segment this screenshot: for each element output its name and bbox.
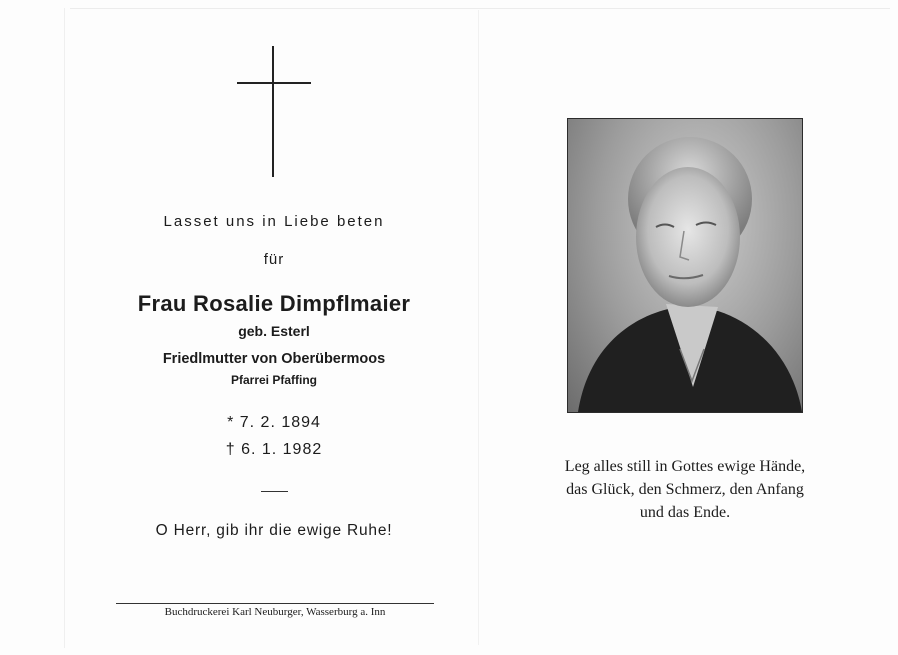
card-fold	[478, 10, 479, 645]
for-text: für	[263, 251, 285, 268]
portrait-photo	[567, 118, 803, 413]
divider-dash	[261, 491, 288, 492]
death-date: † 6. 1. 1982	[225, 441, 323, 458]
prayer-text: O Herr, gib ihr die ewige Ruhe!	[155, 522, 393, 539]
deceased-name: Frau Rosalie Dimpflmaier	[137, 291, 411, 316]
scan-edge	[70, 8, 890, 9]
parish-text: Pfarrei Pfaffing	[230, 373, 317, 387]
printer-rule	[116, 603, 434, 604]
scan-edge	[64, 8, 65, 648]
intro-text: Lasset uns in Liebe beten	[163, 213, 385, 230]
memorial-verse	[505, 455, 865, 524]
verse-line: und das Ende.	[639, 504, 731, 521]
printer-credit: Buchdruckerei Karl Neuburger, Wasserburg a. Inn	[164, 606, 386, 618]
verse-line: Leg alles still in Gottes ewige Hände,	[564, 458, 806, 475]
verse-line: das Glück, den Schmerz, den Anfang	[566, 481, 804, 498]
occupation-text: Friedlmutter von Oberübermoos	[162, 351, 386, 367]
maiden-name: geb. Esterl	[238, 323, 310, 339]
birth-date: * 7. 2. 1894	[227, 414, 321, 431]
